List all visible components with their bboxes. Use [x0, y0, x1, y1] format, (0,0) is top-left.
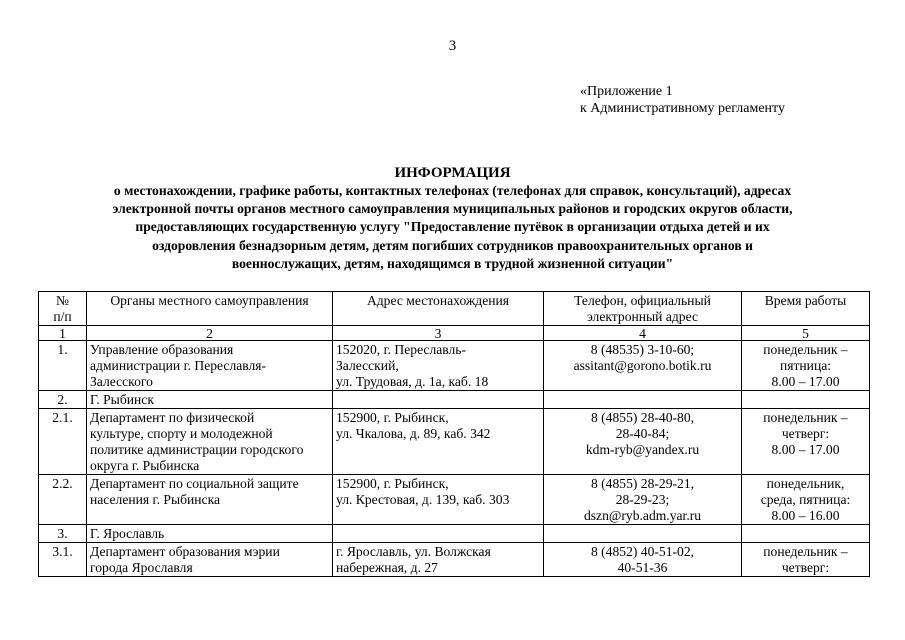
cell-address-line: г. Ярославль, ул. Волжская	[336, 544, 491, 559]
column-number: 5	[742, 326, 870, 341]
cell-contacts	[544, 525, 742, 543]
cell-hours	[742, 409, 870, 475]
cell-address-line: ул. Трудовая, д. 1а, каб. 18	[336, 374, 489, 389]
cell-address-line: набережная, д. 27	[336, 560, 438, 575]
cell-hours	[742, 543, 870, 577]
page-number: 3	[448, 38, 457, 54]
cell-num: 2.	[39, 391, 87, 409]
cell-hours	[742, 525, 870, 543]
cell-organ-line: Управление образования	[90, 342, 234, 357]
cell-hours-line: 8.00 – 17.00	[771, 442, 840, 457]
table-header-row	[39, 292, 870, 326]
cell-address	[333, 409, 544, 475]
cell-organ	[87, 341, 333, 391]
table-row	[39, 475, 870, 525]
table-body	[39, 341, 870, 577]
cell-num: 3.1.	[39, 543, 87, 577]
cell-address	[333, 391, 544, 409]
column-number-row	[39, 326, 870, 341]
cell-address-line: ул. Крестовая, д. 139, каб. 303	[336, 492, 510, 507]
cell-contacts	[544, 341, 742, 391]
cell-num: 3.	[39, 525, 87, 543]
cell-contacts-line: assitant@gorono.botik.ru	[573, 358, 712, 373]
cell-organ-line: Г. Рыбинск	[90, 392, 154, 407]
appendix-line-2: к Административному регламенту	[580, 101, 785, 116]
cell-organ-line: Г. Ярославль	[90, 526, 165, 541]
appendix-line-1: «Приложение 1	[580, 84, 673, 99]
table-row	[39, 543, 870, 577]
cell-contacts	[544, 475, 742, 525]
header-num: № п/п	[39, 292, 87, 326]
cell-hours	[742, 391, 870, 409]
column-number: 4	[544, 326, 742, 341]
cell-num: 1.	[39, 341, 87, 391]
cell-address	[333, 525, 544, 543]
header-contacts: Телефон, официальный электронный адрес	[544, 292, 742, 326]
cell-hours	[742, 341, 870, 391]
table-row	[39, 525, 870, 543]
cell-address	[333, 341, 544, 391]
cell-organ-line: политике администрации городского	[90, 442, 304, 457]
cell-contacts-line: kdm-ryb@yandex.ru	[585, 442, 700, 457]
cell-contacts-line: dszn@ryb.adm.yar.ru	[583, 508, 702, 523]
cell-address-line: 152900, г. Рыбинск,	[336, 476, 449, 491]
cell-organ-line: округа г. Рыбинска	[90, 458, 200, 473]
table-row	[39, 391, 870, 409]
cell-organ-line: населения г. Рыбинска	[90, 492, 221, 507]
cell-hours-line: четверг:	[781, 560, 830, 575]
cell-hours	[742, 475, 870, 525]
cell-contacts-line: 40-51-36	[617, 560, 668, 575]
header-address: Адрес местонахождения	[333, 292, 544, 326]
heading-line: предоставляющих государственную услугу "Предоставление путёвок в организации отдыха детей и их	[135, 219, 770, 235]
cell-address-line: ул. Чкалова, д. 89, каб. 342	[336, 426, 491, 441]
cell-organ-line: Департамент по физической	[90, 410, 255, 425]
heading-line: военнослужащих, детям, находящимся в трудной жизненной ситуации"	[231, 255, 674, 271]
cell-contacts-line: 28-29-23;	[615, 492, 670, 507]
appendix-note	[580, 83, 785, 117]
cell-organ	[87, 475, 333, 525]
cell-organ-line: Залесского	[90, 374, 153, 389]
cell-address	[333, 475, 544, 525]
cell-hours-line: понедельник,	[766, 476, 845, 491]
cell-contacts	[544, 409, 742, 475]
cell-organ	[87, 409, 333, 475]
cell-contacts-line: 28-40-84;	[615, 426, 670, 441]
cell-hours-line: пятница:	[779, 358, 832, 373]
cell-organ-line: культуре, спорту и молодежной	[90, 426, 273, 441]
cell-organ	[87, 543, 333, 577]
heading-line: о местонахождении, графике работы, контактных телефонах (телефонах для справок, консультаций), адресах	[113, 183, 792, 198]
column-number: 2	[87, 326, 333, 341]
cell-organ-line: администрации г. Переславля-	[90, 358, 267, 373]
cell-contacts-line: 8 (48535) 3-10-60;	[590, 342, 695, 357]
contacts-table	[38, 291, 870, 577]
cell-num: 2.1.	[39, 409, 87, 475]
table-row	[39, 341, 870, 391]
cell-address-line: Залесский,	[336, 358, 399, 373]
heading-line: оздоровления безнадзорным детям, детям погибших сотрудников правоохранительных органов и	[152, 237, 753, 253]
cell-organ	[87, 391, 333, 409]
document-title: ИНФОРМАЦИЯ	[394, 165, 511, 181]
cell-hours-line: четверг:	[781, 426, 830, 441]
cell-contacts	[544, 543, 742, 577]
cell-hours-line: 8.00 – 17.00	[771, 374, 840, 389]
heading-line: электронной почты органов местного самоуправления муниципальных районов и городских округов области,	[112, 201, 793, 217]
cell-contacts	[544, 391, 742, 409]
header-organ: Органы местного самоуправления	[87, 292, 333, 326]
cell-hours-line: понедельник –	[763, 342, 848, 357]
cell-num: 2.2.	[39, 475, 87, 525]
cell-address	[333, 543, 544, 577]
cell-contacts-line: 8 (4855) 28-29-21,	[590, 476, 695, 491]
table-row	[39, 409, 870, 475]
cell-hours-line: понедельник –	[763, 410, 848, 425]
cell-contacts-line: 8 (4852) 40-51-02,	[590, 544, 695, 559]
cell-hours-line: среда, пятница:	[760, 492, 851, 507]
cell-address-line: 152020, г. Переславль-	[336, 342, 467, 357]
cell-address-line: 152900, г. Рыбинск,	[336, 410, 449, 425]
column-number: 3	[333, 326, 544, 341]
document-heading	[40, 164, 865, 273]
cell-organ-line: города Ярославля	[90, 560, 193, 575]
cell-organ-line: Департамент образования мэрии	[90, 544, 280, 559]
header-hours: Время работы	[742, 292, 870, 326]
column-number: 1	[39, 326, 87, 341]
cell-organ-line: Департамент по социальной защите	[90, 476, 299, 491]
cell-hours-line: понедельник –	[763, 544, 848, 559]
cell-organ	[87, 525, 333, 543]
cell-contacts-line: 8 (4855) 28-40-80,	[590, 410, 695, 425]
cell-hours-line: 8.00 – 16.00	[771, 508, 840, 523]
